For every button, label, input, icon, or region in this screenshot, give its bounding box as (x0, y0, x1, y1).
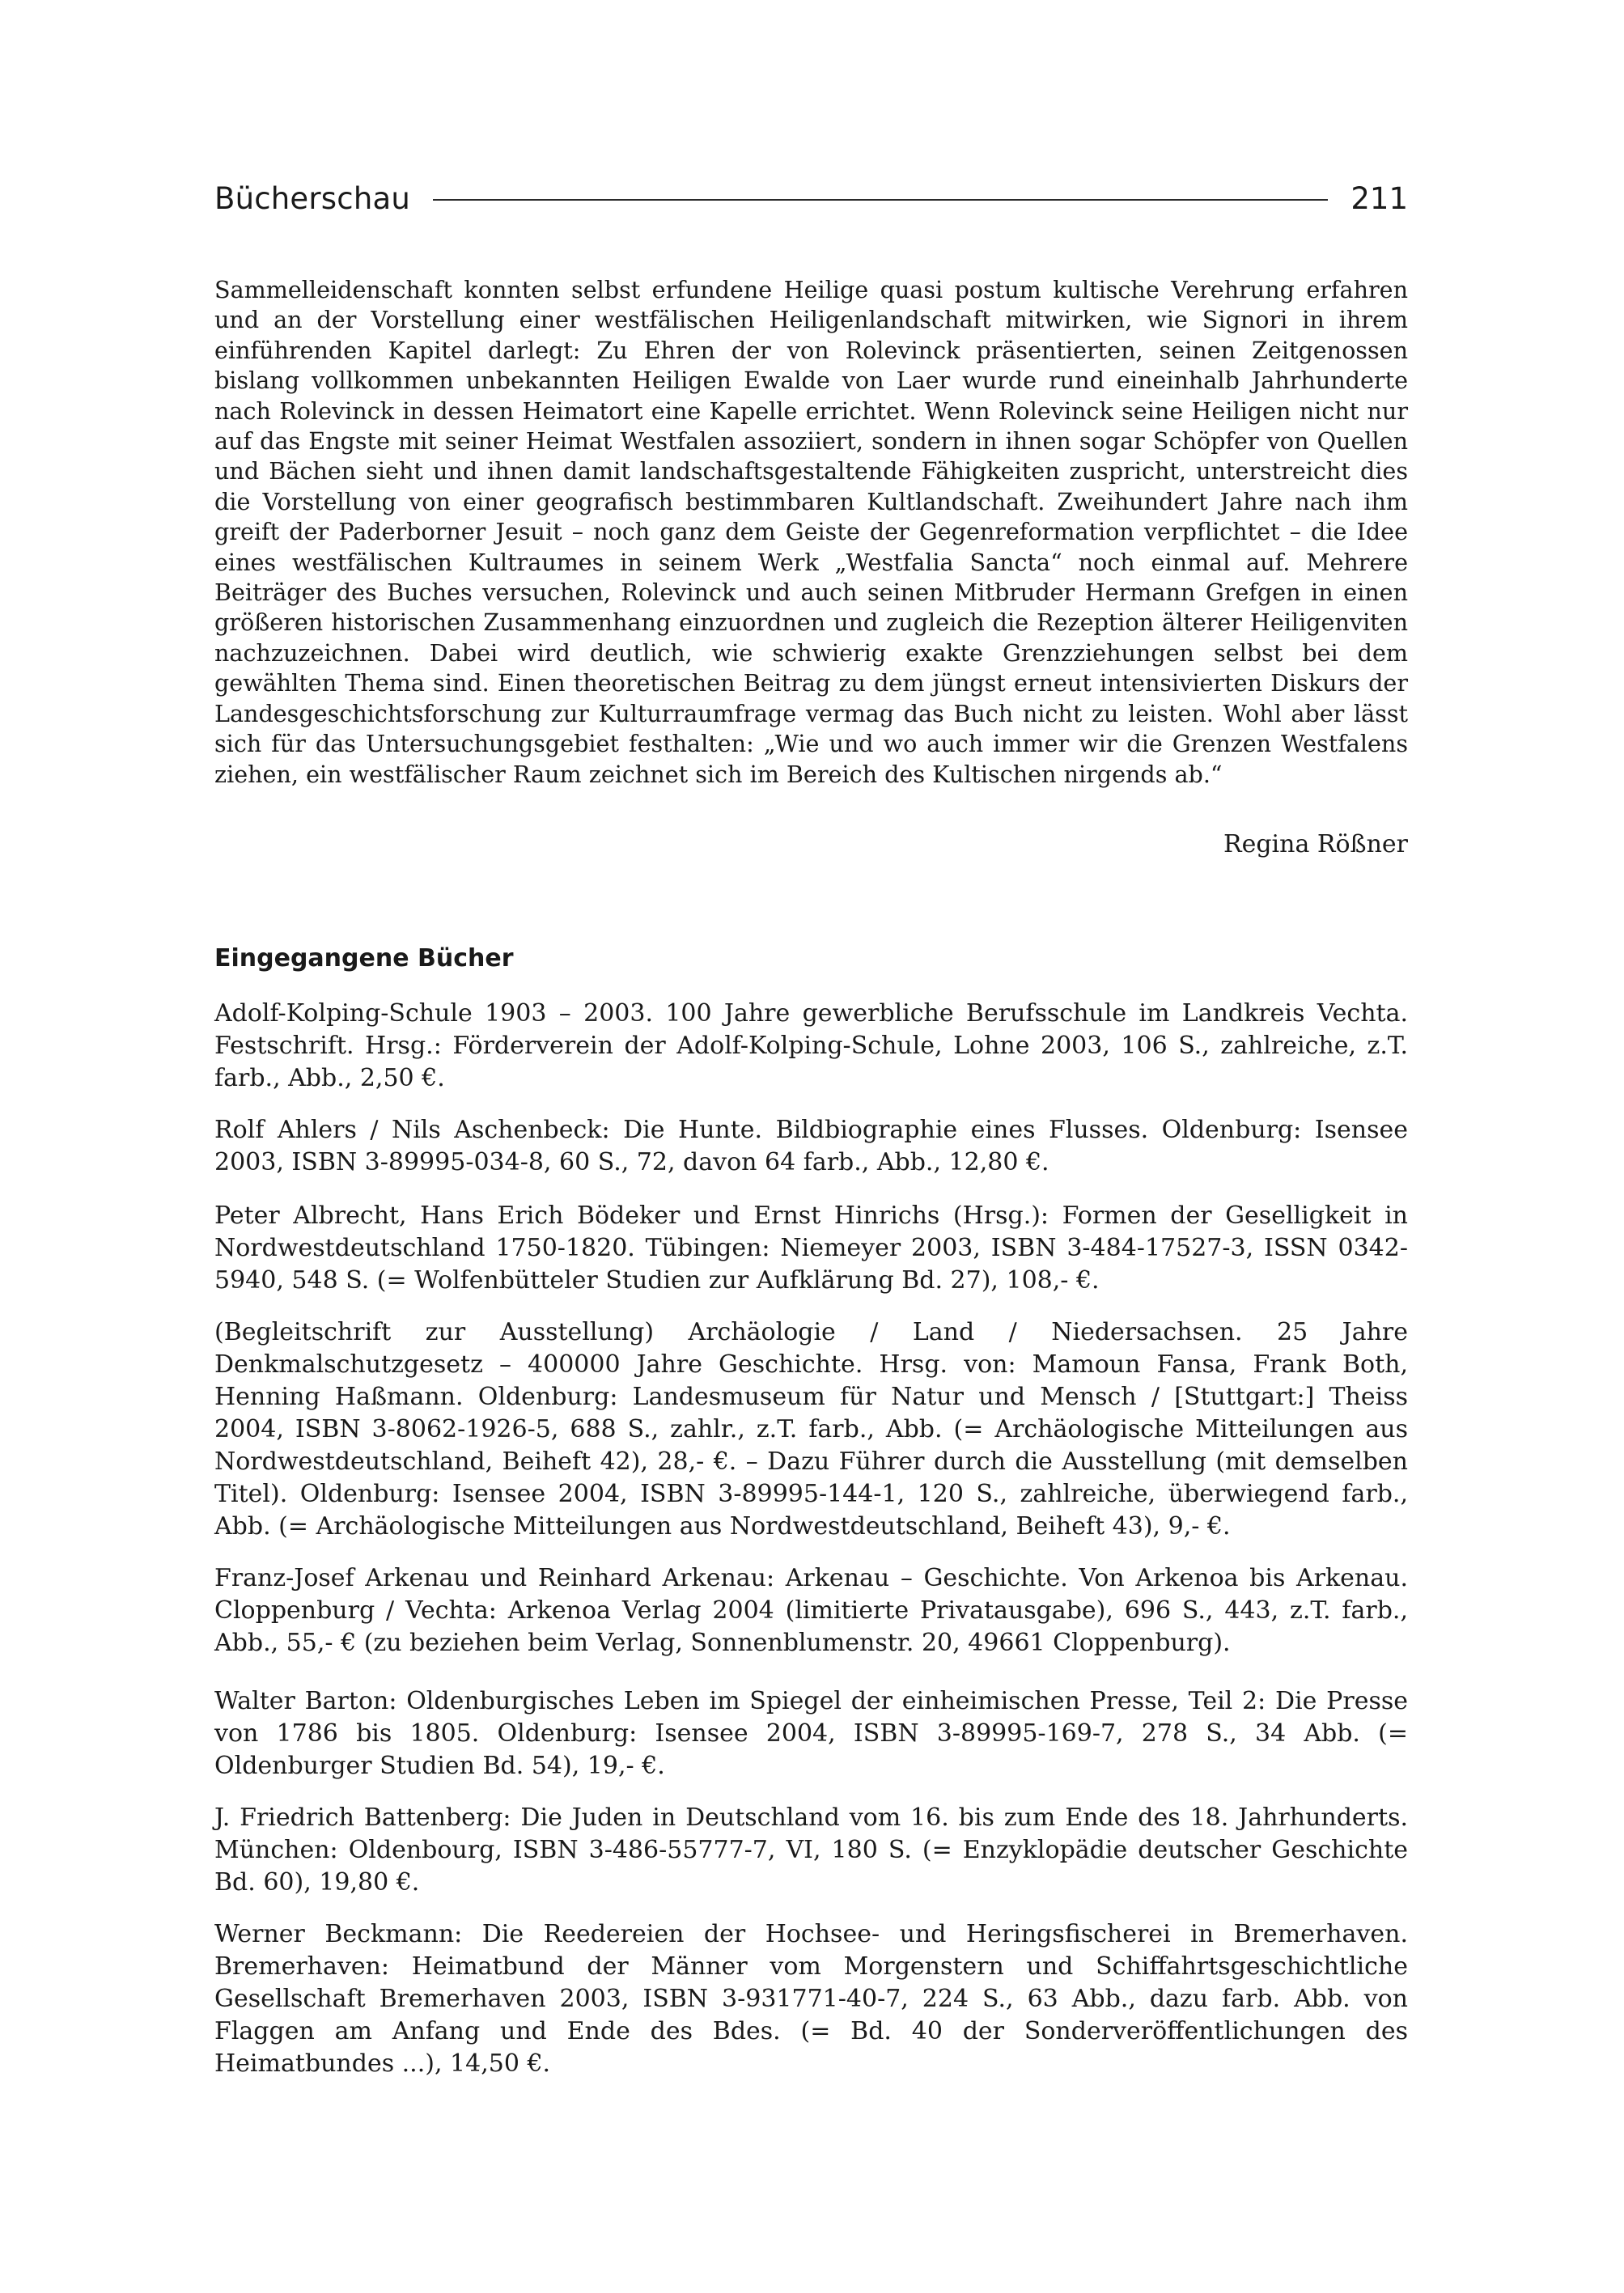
book-entry: Rolf Ahlers / Nils Aschenbeck: Die Hunte. Bildbiographie eines Flusses. Oldenburg: Isensee 2003, ISBN 3-89995-034-8, 60 S., 72, davon 64 farb., Abb., 12,80 €. (214, 1116, 1408, 1176)
header-rule (433, 199, 1328, 201)
book-entry: Walter Barton: Oldenburgisches Leben im Spiegel der einheimischen Presse, Teil 2: Die Presse von 1786 bis 1805. Oldenburg: Isensee 2004, ISBN 3-89995-169-7, 278 S., 34 Abb. (= Oldenburger Studien Bd. 54), 19,- €. (214, 1687, 1408, 1780)
running-title: Bücherschau (214, 180, 410, 216)
review-signature: Regina Rößner (1223, 830, 1408, 858)
running-head (214, 174, 1408, 223)
page-number: 211 (1351, 180, 1408, 216)
book-entry: Peter Albrecht, Hans Erich Bödeker und Ernst Hinrichs (Hrsg.): Formen der Geselligkeit in Nordwestdeutschland 1750-1820. Tübingen: Niemeyer 2003, ISBN 3-484-17527-3, ISSN 0342-5940, 548 S. (= Wolfenbütteler Studien zur Aufklärung Bd. 27), 108,- €. (214, 1202, 1408, 1295)
book-entry: Franz-Josef Arkenau und Reinhard Arkenau: Arkenau – Geschichte. Von Arkenoa bis Arkenau. Cloppenburg / Vechta: Arkenoa Verlag 2004 (limitierte Privatausgabe), 696 S., 443, z.T. farb., Abb., 55,- € (zu beziehen beim Verlag, Sonnenblumenstr. 20, 49661 Cloppenburg). (214, 1564, 1408, 1657)
book-entry: Adolf-Kolping-Schule 1903 – 2003. 100 Jahre gewerbliche Berufsschule im Landkreis Vechta. Festschrift. Hrsg.: Förderverein der Adolf-Kolping-Schule, Lohne 2003, 106 S., zahlreiche, z.T. farb., Abb., 2,50 €. (214, 999, 1408, 1092)
book-entry: (Begleitschrift zur Ausstellung) Archäologie / Land / Niedersachsen. 25 Jahre Denkmalschutzgesetz – 400000 Jahre Geschichte. Hrsg. von: Mamoun Fansa, Frank Both, Henning Haßmann. Oldenburg: Landesmuseum für Natur und Mensch / [Stuttgart:] Theiss 2004, ISBN 3-8062-1926-5, 688 S., zahlr., z.T. farb., Abb. (= Archäologische Mitteilungen aus Nordwestdeutschland, Beiheft 42), 28,- €. – Dazu Führer durch die Ausstellung (mit demselben Titel). Oldenburg: Isensee 2004, ISBN 3-89995-144-1, 120 S., zahlreiche, überwiegend farb., Abb. (= Archäologische Mitteilungen aus Nordwestdeutschland, Beiheft 43), 9,- €. (214, 1318, 1408, 1541)
book-entry: J. Friedrich Battenberg: Die Juden in Deutschland vom 16. bis zum Ende des 18. Jahrhunderts. München: Oldenbourg, ISBN 3-486-55777-7, VI, 180 S. (= Enzyklopädie deutscher Geschichte Bd. 60), 19,80 €. (214, 1803, 1408, 1897)
book-entry: Werner Beckmann: Die Reedereien der Hochsee- und Heringsfischerei in Bremerhaven. Bremerhaven: Heimatbund der Männer vom Morgenstern und Schiffahrtsgeschichtliche Gesellschaft Bremerhaven 2003, ISBN 3-931771-40-7, 224 S., 63 Abb., dazu farb. Abb. von Flaggen am Anfang und Ende des Bdes. (= Bd. 40 der Sonderveröffentlichungen des Heimatbundes ...), 14,50 €. (214, 1920, 1408, 2078)
review-paragraph: Sammelleidenschaft konnten selbst erfundene Heilige quasi postum kultische Verehrung erfahren und an der Vorstellung einer westfälischen Heiligenlandschaft mitwirken, wie Signori in ihrem einführenden Kapitel darlegt: Zu Ehren der von Rolevinck präsentierten, seinen Zeitgenossen bislang vollkommen unbekannten Heiligen Ewalde von Laer wurde rund eineinhalb Jahrhunderte nach Rolevinck in dessen Heimatort eine Kapelle errichtet. Wenn Rolevinck seine Heiligen nicht nur auf das Engste mit seiner Heimat Westfalen assoziiert, sondern in ihnen sogar Schöpfer von Quellen und Bächen sieht und ihnen damit landschaftsgestaltende Fähigkeiten zuspricht, unterstreicht dies die Vorstellung von einer geografisch bestimmbaren Kultlandschaft. Zweihundert Jahre nach ihm greift der Paderborner Jesuit – noch ganz dem Geiste der Gegenreformation verpflichtet – die Idee eines westfälischen Kultraumes in seinem Werk „Westfalia Sancta“ noch einmal auf. Mehrere Beiträger des Buches versuchen, Rolevinck und auch seinen Mitbruder Hermann Grefgen in einen größeren historischen Zusammenhang einzuordnen und zugleich die Rezeption älterer Heiligenviten nachzuzeichnen. Dabei wird deutlich, wie schwierig exakte Grenzziehungen selbst bei dem gewählten Thema sind. Einen theoretischen Beitrag zu dem jüngst erneut intensivierten Diskurs der Landesgeschichtsforschung zur Kulturraumfrage vermag das Buch nicht zu leisten. Wohl aber lässt sich für das Untersuchungsgebiet festhalten: „Wie und wo auch immer wir die Grenzen Westfalens ziehen, ein westfälischer Raum zeichnet sich im Bereich des Kultischen nirgends ab.“ (214, 276, 1408, 788)
section-heading: Eingegangene Bücher (214, 944, 514, 973)
